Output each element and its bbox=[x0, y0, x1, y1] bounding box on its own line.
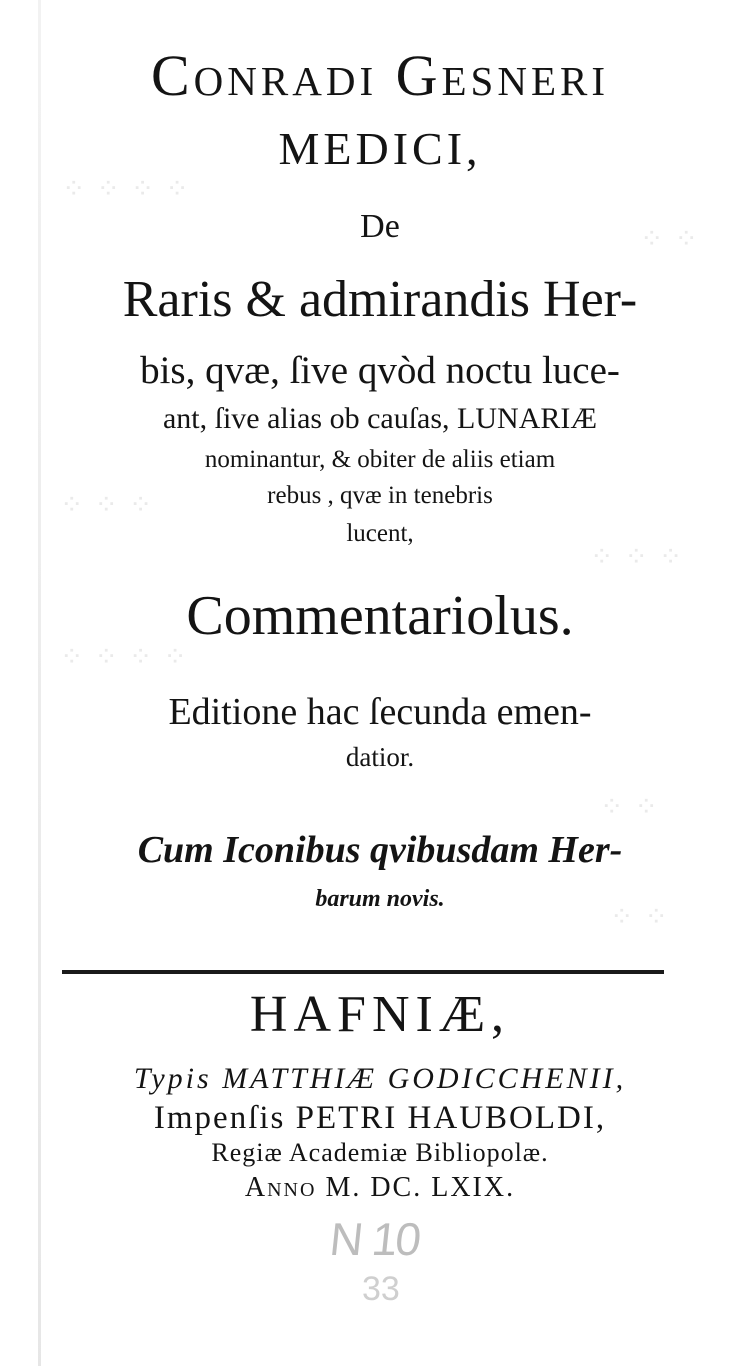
shelfmark-pencil: N 10 bbox=[327, 1213, 422, 1265]
bleed-through-mark: ⁘ ⁘ ⁘ ⁘ bbox=[60, 642, 189, 673]
shelfmark-number: 33 bbox=[362, 1270, 400, 1308]
bleed-through-mark: ⁘ ⁘ bbox=[640, 224, 700, 255]
title-line-5: rebus , qvæ in tenebris bbox=[267, 482, 493, 509]
bleed-through-mark: ⁘ ⁘ bbox=[610, 902, 670, 933]
imprint-bookseller: Regiæ Academiæ Bibliopolæ. bbox=[211, 1138, 549, 1167]
title-line-4: nominantur, & obiter de aliis etiam bbox=[204, 446, 556, 473]
bleed-through-mark: ⁘ ⁘ ⁘ ⁘ bbox=[62, 174, 191, 205]
illustrations-line-2: barum novis. bbox=[315, 886, 445, 912]
title-line-1: Raris & admirandis Her- bbox=[122, 271, 638, 328]
edition-line-2: datior. bbox=[345, 742, 415, 772]
work-type: Commentariolus. bbox=[186, 585, 574, 647]
author-title: MEDICI, bbox=[278, 123, 482, 174]
edition-line-1: Editione hac ſecunda emen- bbox=[168, 691, 592, 733]
imprint-place: HAFNIÆ, bbox=[249, 986, 511, 1043]
bleed-through-mark: ⁘ ⁘ ⁘ bbox=[590, 542, 685, 573]
imprint-printer: Typis MATTHIÆ GODICCHENII, bbox=[133, 1062, 627, 1095]
author-name: Conradi Gesneri bbox=[150, 43, 609, 108]
title-line-2: bis, qvæ, ſive qvòd noctu luce- bbox=[140, 349, 620, 392]
bleed-through-mark: ⁘ ⁘ bbox=[600, 792, 660, 823]
bleed-through-mark: ⁘ ⁘ ⁘ bbox=[60, 490, 155, 521]
divider-rule bbox=[62, 970, 664, 974]
title-line-6: lucent, bbox=[346, 520, 414, 547]
illustrations-line-1: Cum Iconibus qvibusdam Her- bbox=[137, 829, 623, 871]
imprint-publisher: Impenſis PETRI HAUBOLDI, bbox=[153, 1100, 607, 1136]
imprint-year: Anno M. DC. LXIX. bbox=[244, 1172, 516, 1203]
preposition: De bbox=[360, 208, 400, 245]
title-line-3: ant, ſive alias ob cauſas, LUNARIÆ bbox=[162, 402, 598, 435]
